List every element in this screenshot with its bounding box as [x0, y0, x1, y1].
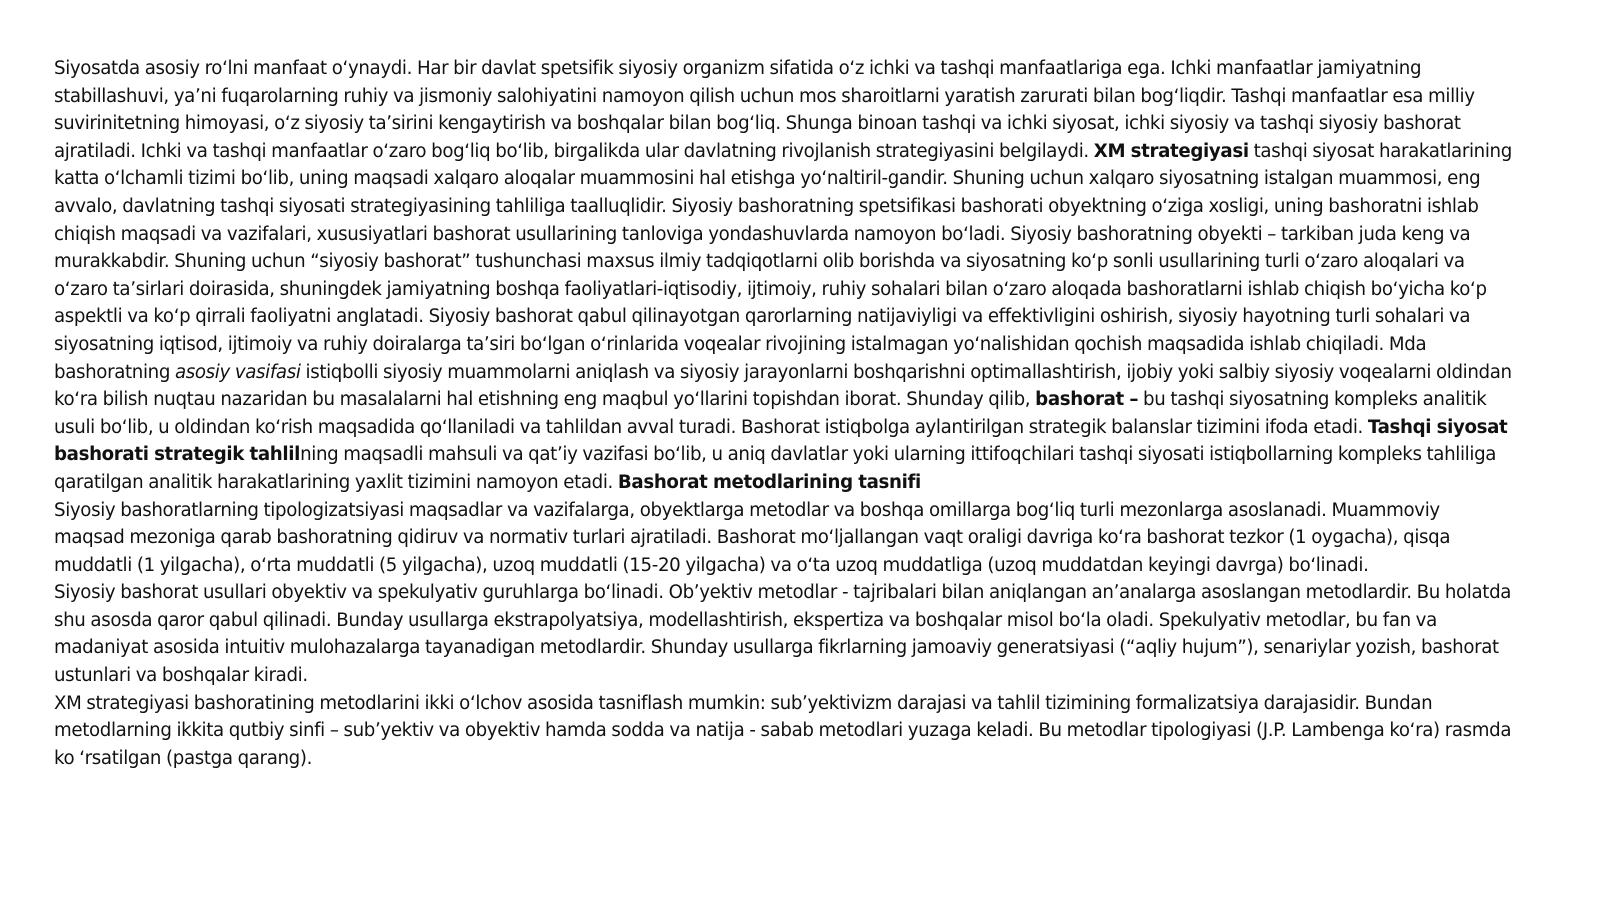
paragraph-intro [54, 55, 1514, 497]
text-segment: bu tashqi siyosatning kompleks analitik usuli boʻlib, u oldindan koʻrish maqsadida qoʻllaniladi va tahlildan avval turadi. Bashorat istiqbolga aylantirilgan strategik balanslar tizimini ifoda etadi. [54, 389, 1487, 438]
paragraph-methods: Siyosiy bashorat usullari obyektiv va spekulyativ guruhlarga boʻlinadi. Obʼyektiv metodlar - tajribalari bilan aniqlangan anʼanalarga asoslangan metodlardir. Bu holatda shu asosda qaror qabul qilinadi. Bunday usullarga ekstrapolyatsiya, modellashtirish, ekspertiza va boshqalar misol boʻla oladi. Spekulyativ metodlar, bu fan va madaniyat asosida intuitiv mulohazalarga tayanadigan metodlardir. Shunday usullarga fikrlarning jamoaviy generatsiyasi (“aqliy hujum”), senariylar yozish, bashorat ustunlari va boshqalar kiradi. [54, 582, 1512, 687]
text-segment: Siyosatda asosiy roʻlni manfaat oʻynaydi. Har bir davlat spetsifik siyosiy organizm sifatida oʻz ichki va tashqi manfaatlariga ega. Ichki manfaatlar jamiyatning stabillashuvi, yaʼni fuqarolarning ruhiy va jismoniy salohiyatini namoyon qilish uchun mos sharoitlarni yaratish zarurati bilan bogʻliqdir. Tashqi manfaatlar esa milliy suvirinitetning himoyasi, oʻz siyosiy taʼsirini kengaytirish va boshqalar bilan bogʻliq. Shunga binoan tashqi va ichki siyosat, ichki siyosiy va tashqi siyosiy bashorat ajratiladi. Ichki va tashqi manfaatlar oʻzaro bogʻliq boʻlib, birgalikda ular davlatning rivojlanish strategiyasini belgilaydi. [54, 58, 1475, 162]
text-segment: ning maqsadli mahsuli va qatʼiy vazifasi boʻlib, u aniq davlatlar yoki ularning ittifoqchilari tashqi siyosati istiqbollarning kompleks tahliliga qaratilgan analitik harakatlarining yaxlit tizimini namoyon etadi. [54, 444, 1497, 493]
paragraph-typology: Siyosiy bashoratlarning tipologizatsiyasi maqsadlar va vazifalarga, obyektlarga metodlar va boshqa omillarga bogʻliq turli mezonlarga asoslanadi. Muammoviy maqsad mezoniga qarab bashoratning qidiruv va normativ turlari ajratiladi. Bashorat moʻljallangan vaqt oraligi davriga koʻra bashorat tezkor (1 oygacha), qisqa muddatli (1 yilgacha), oʻrta muddatli (5 yilgacha), uzoq muddatli (15-20 yilgacha) va oʻta uzoq muddatliga (uzoq muddatdan keyingi davrga) boʻlinadi. [54, 499, 1451, 576]
document-body [54, 55, 1514, 772]
paragraph-classification: XM strategiyasi bashoratining metodlarini ikki oʻlchov asosida tasniflash mumkin: subʼyektivizm darajasi va tahlil tizimining formalizatsiya darajasidir. Bundan metodlarning ikkita qutbiy sinfi – subʼyektiv va obyektiv hamda sodda va natija - sabab metodlari yuzaga keladi. Bu metodlar tipologiyasi (J.P. Lambenga koʻra) rasmda ko ʻrsatilgan (pastga qarang). [54, 692, 1512, 769]
bold-term-forecast: bashorat – [1035, 389, 1139, 411]
section-heading-method-classification: Bashorat metodlarining tasnifi [617, 471, 921, 493]
text-segment: tashqi siyosat harakatlarining katta oʻlchamli tizimi boʻlib, uning maqsadi xalqaro aloqalar muammosini hal etishga yoʻnaltiril-gandir. Shuning uchun xalqaro siyosatning istalgan muammosi, eng avvalo, davlatning tashqi siyosati strategiyasining tahliliga taalluqlidir. Siyosiy bashoratning spetsifikasi bashorati obyektning oʻziga xosligi, uning bashoratni ishlab chiqish maqsadi va vazifalari, xususiyatlari bashorat usullarining tanloviga yondashuvlarda namoyon boʻladi. Siyosiy bashoratning obyekti – tarkiban juda keng va murakkabdir. Shuning uchun “siyosiy bashorat” tushunchasi maxsus ilmiy tadqiqotlarni olib borishda va siyosatning koʻp sonli usullarining turli oʻzaro aloqalari va oʻzaro taʼsirlari doirasida, shuningdek jamiyatning boshqa faoliyatlari-iqtisodiy, ijtimoiy, ruhiy sohalari bilan oʻzaro aloqada bashoratlarni ishlab chiqish boʻyicha koʻp aspektli va koʻp qirrali faoliyatni anglatadi. Siyosiy bashorat qabul qilinayotgan qarorlarning natijaviyligi va effektivligini oshirish, siyosiy hayotning turli sohalari va siyosatning iqtisod, ijtimoiy va ruhiy doiralarga taʼsiri boʻlgan oʻrinlarida voqealar rivojining istalmagan yoʻnalishidan qochish maqsadida ishlab chiqiladi. Mda bashoratning [54, 140, 1512, 383]
bold-term-xm-strategy: XM strategiyasi [1093, 140, 1249, 162]
text-segment: istiqbolli siyosiy muammolarni aniqlash va siyosiy jarayonlarni boshqarishni optimallashtirish, ijobiy yoki salbiy siyosiy voqealarni oldindan koʻra bilish nuqtau nazaridan bu masalalarni hal etishning eng maqbul yoʻllarini topishdan iborat. Shunday qilib, [54, 361, 1512, 411]
bold-term-strategic-analysis: Tashqi siyosat bashorati strategik tahlil [54, 416, 1508, 466]
italic-term-main-task: asosiy vasifasi [174, 361, 301, 383]
